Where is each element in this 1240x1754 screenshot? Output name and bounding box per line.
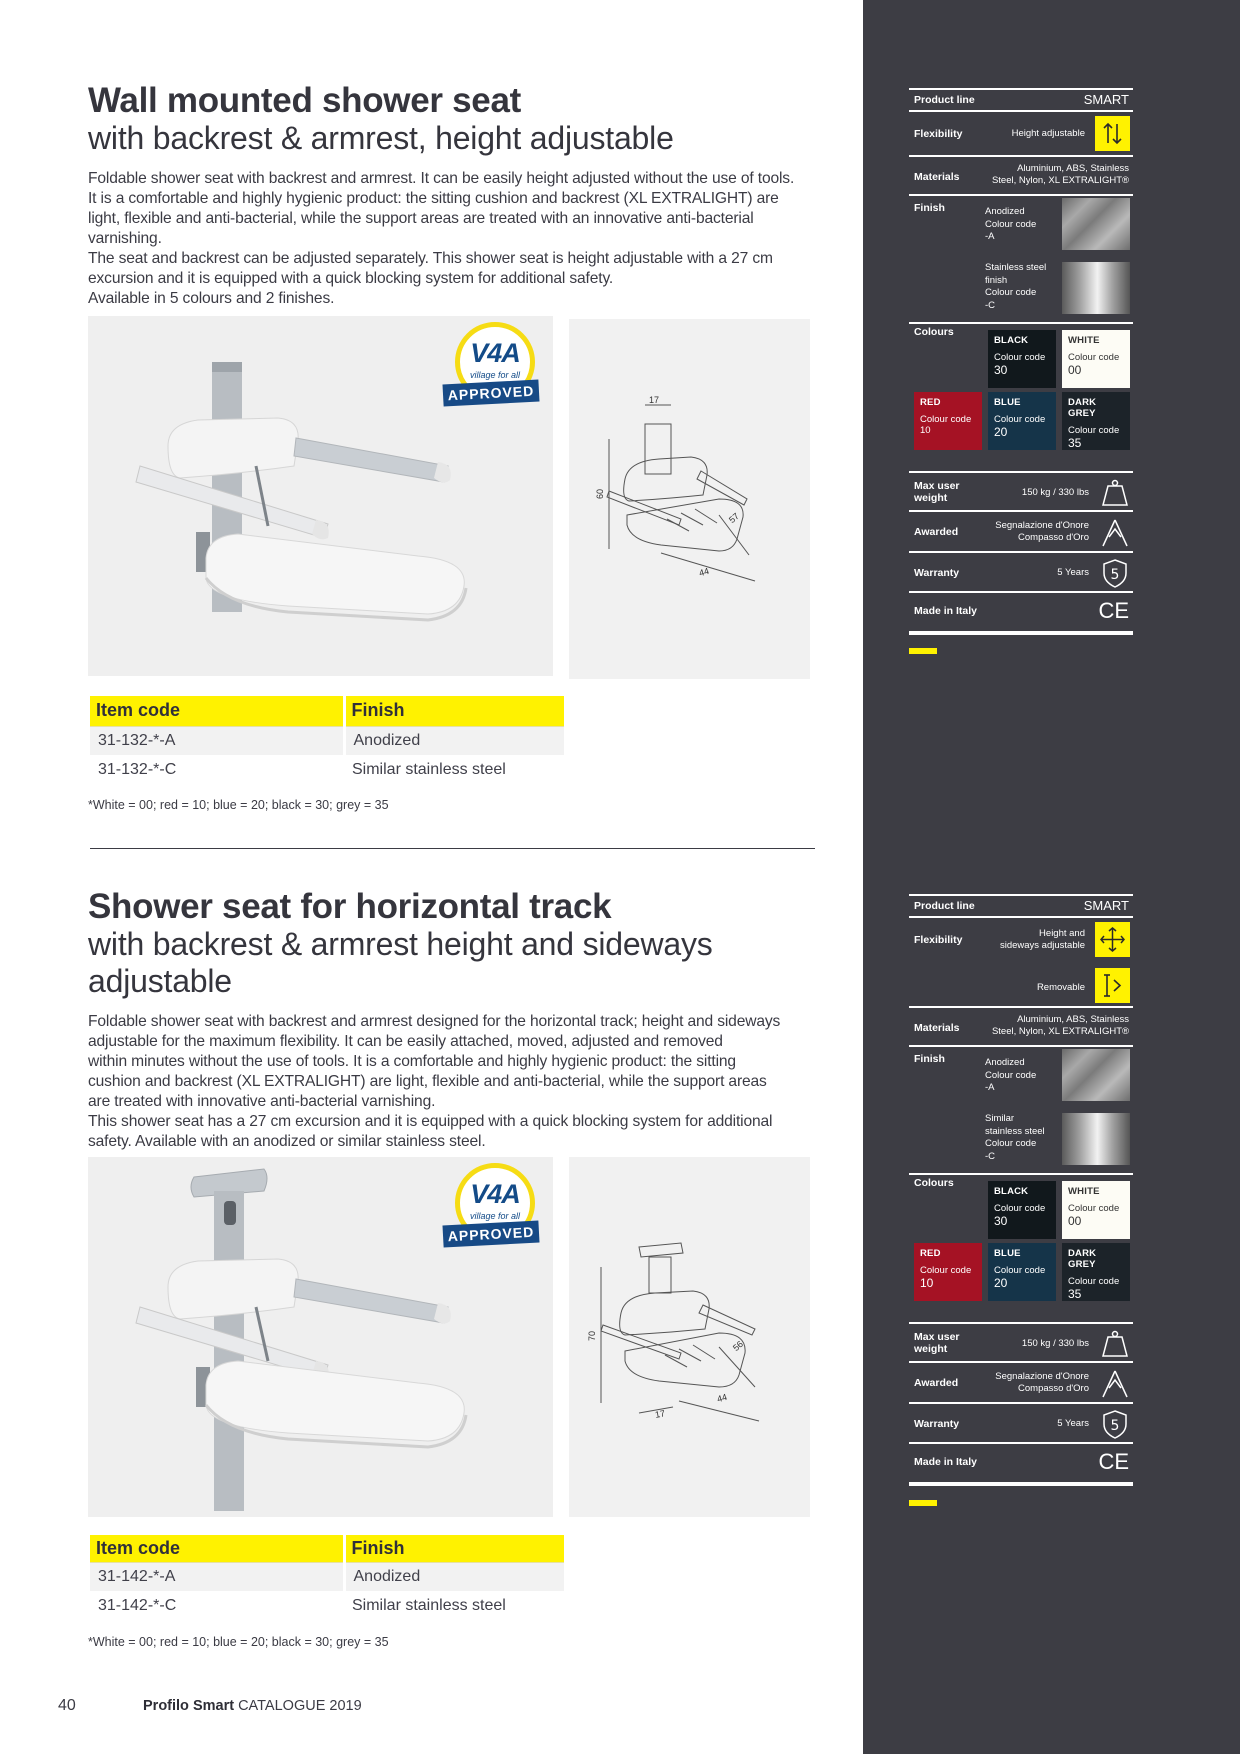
flexibility-line: Height and — [1039, 928, 1085, 939]
colour-code-value: 35 — [1068, 1287, 1082, 1301]
finish-line: Colour code — [985, 1138, 1037, 1149]
spec-value — [995, 520, 1089, 544]
header-finish: Finish — [344, 1535, 564, 1562]
materials-line: Steel, Nylon, XL EXTRALIGHT® — [991, 175, 1129, 186]
desc-line: light, flexible and anti-bacterial, while the support areas are treated with an innovative anti-bacterial — [88, 210, 754, 227]
drawing-dim-label: 17 — [654, 1408, 666, 1420]
spec-value: Removable — [1036, 982, 1085, 993]
colour-swatch-dark-grey — [1062, 392, 1130, 450]
technical-drawing-svg — [569, 319, 810, 679]
yellow-accent-mark — [909, 648, 937, 654]
spec-row-materials — [909, 155, 1133, 194]
spec-row-max-weight — [909, 1322, 1133, 1361]
spec-label: Made in Italy — [914, 605, 978, 617]
product-2-subtitle: with backrest & armrest height and sideways — [88, 926, 713, 962]
colour-swatch-dark-grey — [1062, 1243, 1130, 1301]
spec-row-flexibility — [909, 110, 1133, 155]
item-code-cell: 31-142-*-C — [98, 1596, 177, 1614]
anodized-swatch — [1062, 198, 1130, 250]
spec-row-awarded — [909, 510, 1133, 551]
page-number: 40 — [58, 1697, 76, 1714]
colour-code-label: Colour code — [1068, 1276, 1120, 1287]
spec-row-product-line — [909, 88, 1133, 110]
header-item-code: Item code — [90, 1535, 344, 1562]
table-row — [90, 755, 564, 784]
materials-line: Aluminium, ABS, Stainless — [1017, 1014, 1129, 1025]
weight-icon — [1099, 1328, 1131, 1360]
colour-swatch-blue — [988, 392, 1056, 450]
spec-label: Made in Italy — [914, 1456, 978, 1468]
table-row — [90, 1591, 564, 1620]
colour-code-value: 30 — [994, 1214, 1008, 1228]
finish-line: -C — [985, 299, 996, 311]
desc-line: varnishing. — [88, 230, 162, 247]
table-header-row — [90, 696, 564, 726]
colour-code-value: 10 — [920, 425, 931, 436]
spec-value: 5 Years — [1057, 567, 1089, 578]
materials-line: Aluminium, ABS, Stainless — [1017, 163, 1129, 174]
desc-line: Foldable shower seat with backrest and armrest. It can be easily height adjusted without the use of tools. — [88, 170, 795, 187]
v4a-approved-badge — [443, 1163, 547, 1255]
materials-line: Steel, Nylon, XL EXTRALIGHT® — [991, 1026, 1129, 1037]
max-weight-label-line: Max user — [914, 1331, 960, 1343]
desc-line: safety. Available with an anodized or similar stainless steel. — [88, 1133, 486, 1150]
colour-code-label: Colour code — [920, 1265, 972, 1276]
drawing-dim-label: 56 — [730, 1338, 746, 1354]
finish-line: -C — [985, 1150, 996, 1162]
spec-row-max-weight — [909, 471, 1133, 510]
warranty-shield-icon — [1099, 1408, 1131, 1440]
spec-label: Awarded — [914, 526, 959, 538]
table-row — [90, 726, 564, 755]
product-1-description — [88, 169, 818, 309]
finish-line: Similar — [985, 1113, 1015, 1124]
badge-logo: V4A — [470, 338, 520, 368]
colour-code-label: Colour code — [994, 1203, 1046, 1214]
spec-row-finish — [909, 194, 1133, 338]
height-sideways-icon — [1095, 922, 1130, 957]
item-code-cell: 31-142-*-A — [90, 1562, 344, 1591]
colour-code-label: Colour code — [1068, 425, 1120, 436]
colour-code-value: 35 — [1068, 436, 1082, 450]
spec-row-warranty — [909, 551, 1133, 591]
drawing-dim-label: 44 — [715, 1391, 729, 1405]
finish-line: Stainless steel — [985, 262, 1047, 273]
stainless-steel-swatch — [1062, 262, 1130, 314]
colour-name: WHITE — [1068, 335, 1100, 346]
warranty-shield-icon — [1099, 557, 1131, 589]
max-weight-label-line: weight — [914, 492, 948, 504]
colour-name: BLACK — [994, 335, 1029, 346]
colour-code-label: Colour code — [920, 414, 972, 425]
desc-line: Foldable shower seat with backrest and armrest designed for the horizontal track; height and sideways — [88, 1013, 781, 1030]
spec-value — [1000, 928, 1085, 952]
spec-label: Finish — [914, 1053, 945, 1065]
desc-line: cushion and backrest (XL EXTRALIGHT) are light, flexible and anti-bacterial, while the support areas — [88, 1073, 767, 1090]
colour-name: WHITE — [1068, 1186, 1100, 1197]
colour-code-note: *White = 00; red = 10; blue = 20; black = 30; grey = 35 — [88, 1635, 389, 1649]
desc-line: excursion and it is equipped with a quick blocking system for additional safety. — [88, 270, 614, 287]
colour-swatch-black — [988, 1181, 1056, 1239]
desc-line: adjustable for the maximum flexibility. It can be easily attached, moved, adjusted and removed — [88, 1033, 723, 1050]
spec-value: 5 Years — [1057, 1418, 1089, 1429]
product-2-photo — [88, 1157, 553, 1517]
spec-label: Product line — [914, 94, 975, 106]
colour-code-label: Colour code — [1068, 352, 1120, 363]
finish-anodized-text — [985, 206, 1036, 244]
spec-label: Materials — [914, 1022, 960, 1034]
finish-line: Colour code — [985, 287, 1037, 298]
desc-line: This shower seat has a 27 cm excursion and it is equipped with a quick blocking system for additional — [88, 1113, 773, 1130]
table-header-row — [90, 1535, 564, 1562]
finish-line: Anodized — [985, 206, 1025, 217]
spec-label: Flexibility — [914, 934, 963, 946]
drawing-dim-label: 60 — [595, 488, 606, 500]
badge-band: APPROVED — [442, 1221, 539, 1248]
product-1-technical-drawing — [569, 319, 810, 679]
desc-line: are treated with innovative anti-bacterial varnishing. — [88, 1093, 436, 1110]
panel-bottom-line — [909, 631, 1133, 635]
spec-label: Warranty — [914, 567, 960, 579]
technical-drawing-svg — [569, 1157, 810, 1517]
product-2-item-table — [90, 1535, 564, 1620]
section-divider — [90, 848, 815, 849]
colour-name: DARK GREY — [1068, 397, 1097, 419]
product-2-technical-drawing — [569, 1157, 810, 1517]
badge-band: APPROVED — [442, 380, 539, 407]
footer-brand: Profilo Smart — [143, 1698, 235, 1714]
spec-row-flexibility — [909, 916, 1133, 1006]
spec-value: SMART — [1083, 898, 1129, 913]
desc-line: Available in 5 colours and 2 finishes. — [88, 290, 335, 307]
header-finish: Finish — [344, 696, 564, 726]
compass-award-icon — [1099, 1368, 1131, 1400]
finish-cell: Similar stainless steel — [352, 1596, 506, 1614]
colour-swatch-black — [988, 330, 1056, 388]
colour-name: DARK GREY — [1068, 1248, 1097, 1270]
colour-name: BLUE — [994, 397, 1021, 408]
height-adjustable-icon — [1095, 116, 1130, 151]
finish-cell: Anodized — [344, 1562, 564, 1591]
badge-tagline: village for all — [469, 1211, 521, 1221]
finish-line: -A — [985, 231, 995, 242]
spec-label: Finish — [914, 202, 945, 214]
spec-row-made-in — [909, 591, 1133, 629]
finish-cell: Similar stainless steel — [352, 760, 506, 778]
spec-row-colours — [909, 322, 1133, 471]
product-2-spec-panel — [909, 894, 1133, 1480]
spec-value — [992, 1014, 1129, 1038]
colour-swatch-red — [914, 392, 982, 450]
colour-code-label: Colour code — [994, 352, 1046, 363]
colour-name: BLACK — [994, 1186, 1029, 1197]
product-2-subtitle: adjustable — [88, 963, 232, 999]
footer-catalogue-title — [143, 1698, 362, 1714]
spec-label: Awarded — [914, 1377, 959, 1389]
colour-code-value: 30 — [994, 363, 1008, 377]
desc-line: It is a comfortable and highly hygienic product: the sitting cushion and backrest (XL EXTRALIGHT) are — [88, 190, 779, 207]
award-line: Compasso d'Oro — [1018, 532, 1089, 543]
award-line: Segnalazione d'Onore — [995, 520, 1089, 531]
product-1-title: Wall mounted shower seat — [88, 81, 521, 120]
drawing-dim-label: 44 — [697, 565, 711, 579]
spec-row-colours — [909, 1173, 1133, 1322]
spec-label: Flexibility — [914, 128, 963, 140]
spec-label — [914, 1331, 960, 1355]
max-weight-label-line: weight — [914, 1343, 948, 1355]
colour-code-value: 00 — [1068, 1214, 1082, 1228]
warranty-icon-number: 5 — [1110, 1418, 1120, 1434]
finish-cell: Anodized — [344, 726, 564, 755]
product-1-photo — [88, 316, 553, 676]
warranty-icon-number: 5 — [1110, 567, 1120, 583]
drawing-dim-label: 17 — [649, 395, 660, 405]
v4a-approved-badge — [443, 322, 547, 414]
spec-value: 150 kg / 330 lbs — [1021, 487, 1089, 498]
product-1-item-table — [90, 696, 564, 784]
spec-value — [992, 163, 1129, 187]
spec-label: Product line — [914, 900, 975, 912]
colour-swatch-white — [1062, 330, 1130, 388]
spec-label: Warranty — [914, 1418, 960, 1430]
desc-line: within minutes without the use of tools. It is a comfortable and highly hygienic product: the sitting — [88, 1053, 736, 1070]
finish-line: -A — [985, 1082, 995, 1093]
spec-label — [914, 480, 960, 504]
spec-row-awarded — [909, 1361, 1133, 1402]
colour-code-note: *White = 00; red = 10; blue = 20; black = 30; grey = 35 — [88, 798, 389, 812]
product-1-subtitle: with backrest & armrest, height adjustable — [88, 120, 674, 156]
colour-code-value: 00 — [1068, 363, 1082, 377]
table-row — [90, 1562, 564, 1591]
colour-code-label: Colour code — [1068, 1203, 1120, 1214]
product-1-text — [88, 82, 818, 309]
spec-row-warranty — [909, 1402, 1133, 1442]
finish-line: finish — [985, 274, 1008, 286]
finish-line: stainless steel — [985, 1125, 1045, 1137]
spec-label: Materials — [914, 171, 960, 183]
colour-code-value: 10 — [920, 1276, 934, 1290]
removable-icon — [1095, 968, 1130, 1003]
similar-stainless-swatch — [1062, 1113, 1130, 1165]
finish-anodized-text — [985, 1057, 1036, 1095]
item-code-cell: 31-132-*-C — [98, 760, 177, 778]
panel-bottom-line — [909, 1482, 1133, 1486]
finish-line: Colour code — [985, 218, 1037, 230]
footer-catalogue: CATALOGUE 2019 — [238, 1698, 362, 1714]
colour-name: RED — [920, 1248, 941, 1259]
finish-steel-text — [985, 1113, 1045, 1163]
award-line: Segnalazione d'Onore — [995, 1371, 1089, 1382]
spec-value: SMART — [1083, 92, 1129, 107]
flexibility-line: sideways adjustable — [999, 940, 1085, 951]
item-code-cell: 31-132-*-A — [90, 726, 344, 755]
badge-logo: V4A — [470, 1179, 520, 1209]
drawing-dim-label: 70 — [587, 1330, 598, 1342]
finish-line: Colour code — [985, 1069, 1037, 1081]
colour-code-value: 20 — [994, 425, 1008, 439]
anodized-swatch — [1062, 1049, 1130, 1101]
award-line: Compasso d'Oro — [1018, 1383, 1089, 1394]
max-weight-label-line: Max user — [914, 480, 960, 492]
finish-steel-text — [985, 262, 1046, 312]
drawing-dim-label: 57 — [726, 510, 742, 526]
yellow-accent-mark — [909, 1500, 937, 1506]
product-2-description — [88, 1012, 818, 1152]
colour-swatch-red — [914, 1243, 982, 1301]
product-2-text — [88, 888, 818, 1152]
spec-row-made-in — [909, 1442, 1133, 1480]
colour-name: RED — [920, 397, 941, 408]
spec-value: Height adjustable — [1011, 128, 1085, 139]
desc-line: The seat and backrest can be adjusted separately. This shower seat is height adjustable with a 27 cm — [88, 250, 773, 267]
ce-mark-icon: CE — [1098, 1449, 1129, 1474]
header-item-code: Item code — [90, 696, 344, 726]
spec-value: 150 kg / 330 lbs — [1021, 1338, 1089, 1349]
compass-award-icon — [1099, 517, 1131, 549]
spec-label: Colours — [914, 326, 954, 338]
product-1-spec-panel — [909, 88, 1133, 629]
colour-name: BLUE — [994, 1248, 1021, 1259]
weight-icon — [1099, 477, 1131, 509]
colour-swatch-blue — [988, 1243, 1056, 1301]
colour-code-label: Colour code — [994, 414, 1046, 425]
product-2-title: Shower seat for horizontal track — [88, 887, 612, 926]
spec-row-materials — [909, 1006, 1133, 1045]
finish-line: Anodized — [985, 1057, 1025, 1068]
colour-swatch-white — [1062, 1181, 1130, 1239]
spec-row-finish — [909, 1045, 1133, 1189]
spec-value — [995, 1371, 1089, 1395]
ce-mark-icon: CE — [1098, 598, 1129, 623]
colour-code-value: 20 — [994, 1276, 1008, 1290]
spec-label: Colours — [914, 1177, 954, 1189]
spec-row-product-line — [909, 894, 1133, 916]
badge-tagline: village for all — [469, 370, 521, 380]
colour-code-label: Colour code — [994, 1265, 1046, 1276]
